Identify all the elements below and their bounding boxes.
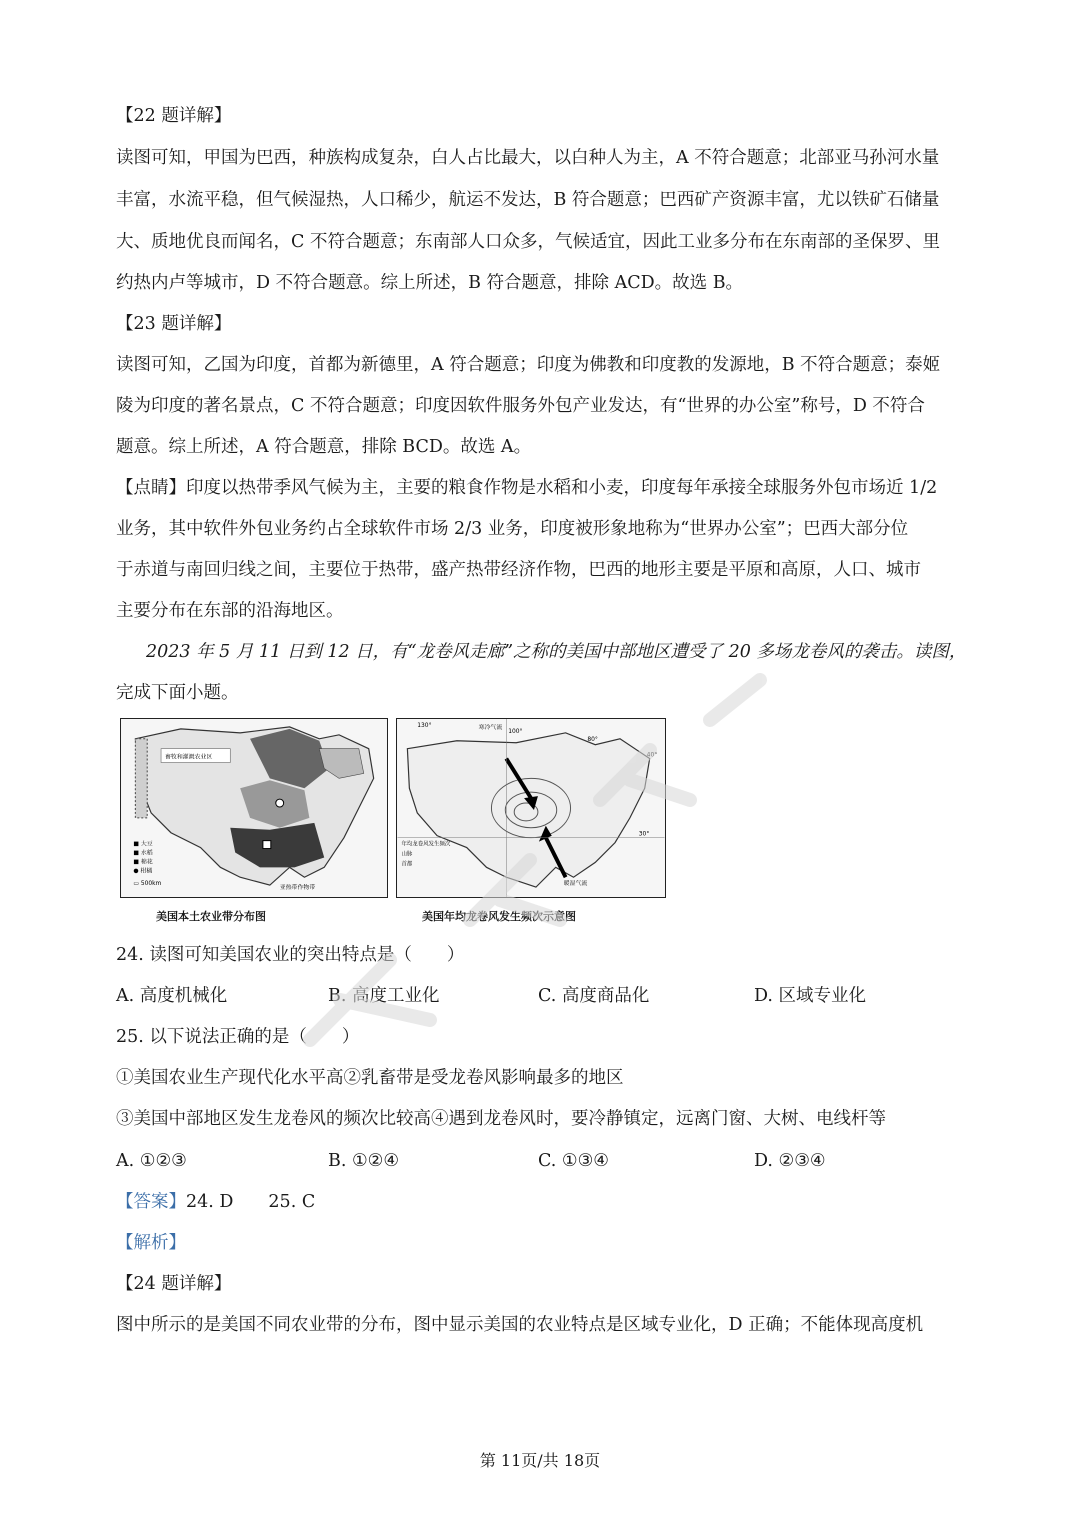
figure-maps	[120, 718, 666, 930]
analysis-label: 【解析】	[116, 1233, 186, 1253]
tornado-legend-capital: 首都	[401, 861, 413, 868]
answer-label: 【答案】	[116, 1192, 186, 1212]
q22-line-1: 读图可知，甲国为巴西，种族构成复杂，白人占比最大，以白种人为主，A 不符合题意；北部亚马孙河水量	[116, 148, 940, 168]
q25-option-d: D. ②③④	[754, 1151, 826, 1171]
answer-line	[116, 1190, 976, 1214]
tornado-label-warm: 暖湿气流	[563, 880, 588, 888]
q24-detail-line: 图中所示的是美国不同农业带的分布，图中显示美国的农业特点是区域专业化，D 正确；不能体现高度机	[116, 1315, 924, 1335]
tip-line-1: 【点睛】印度以热带季风气候为主，主要的粮食作物是水稻和小麦，印度每年承接全球服务外包市场近 1/2	[116, 478, 938, 498]
q24-detail-heading: 【24 题详解】	[116, 1274, 232, 1294]
tornado-label-30: 30°	[638, 830, 650, 838]
q22-line-3: 大、质地优良而闻名，C 不符合题意；东南部人口众多，气候适宜，因此工业多分布在东南部的圣保罗、里	[116, 232, 940, 252]
q24-option-c: C. 高度商品化	[538, 986, 650, 1006]
agriculture-map-graphic	[121, 719, 387, 897]
agri-scale: ▭ 500km	[133, 880, 162, 888]
q22-heading: 【22 题详解】	[116, 106, 232, 126]
q24-option-a: A. 高度机械化	[116, 986, 228, 1006]
tip-line-3: 于赤道与南回归线之间，主要位于热带，盛产热带经济作物，巴西的地形主要是平原和高原，人口、城市	[116, 560, 921, 580]
q23-heading: 【23 题详解】	[116, 314, 232, 334]
agriculture-belt-map	[120, 718, 388, 898]
q22-line-2: 丰富，水流平稳，但气候湿热，人口稀少，航运不发达，B 符合题意；巴西矿产资源丰富，尤以铁矿石储量	[116, 190, 940, 210]
left-map-caption: 美国本土农业带分布图	[156, 910, 266, 923]
agri-legend-soybean: ■ 大豆	[133, 840, 153, 848]
q24-stem: 24. 读图可知美国农业的突出特点是（ ）	[116, 945, 465, 965]
tornado-legend-mountain: 山脉	[401, 851, 413, 858]
tornado-label-cold: 寒冷气流	[478, 723, 503, 731]
q23-line-3: 题意。综上所述，A 符合题意，排除 BCD。故选 A。	[116, 437, 532, 457]
answer-text: 24. D 25. C	[186, 1192, 316, 1212]
tornado-map-graphic	[397, 719, 665, 897]
q25-option-b: B. ①②④	[328, 1151, 400, 1171]
tornado-label-100: 100°	[508, 727, 523, 735]
agri-label-pastoral: 畜牧和灌溉农业区	[165, 753, 213, 761]
q22-line-4: 约热内卢等城市，D 不符合题意。综上所述，B 符合题意，排除 ACD。故选 B。	[116, 273, 744, 293]
q23-line-2: 陵为印度的著名景点，C 不符合题意；印度因软件服务外包产业发达，有“世界的办公室”称号，D 不符合	[116, 396, 925, 416]
q25-option-c: C. ①③④	[538, 1151, 609, 1171]
tornado-label-40: 40°	[646, 751, 658, 759]
q25-statement-2: ③美国中部地区发生龙卷风的频次比较高④遇到龙卷风时，要冷静镇定，远离门窗、大树、电线杆等	[116, 1109, 886, 1129]
intro-line-1: 2023 年 5 月 11 日到 12 日，有“龙卷风走廊”之称的美国中部地区遭受了 20 多场龙卷风的袭击。读图，	[146, 642, 967, 662]
agri-label-subtropical: 亚热带作物带	[279, 884, 316, 892]
q24-option-b: B. 高度工业化	[328, 986, 440, 1006]
tornado-legend-frequency: 年均龙卷风发生频次	[401, 841, 451, 848]
agri-legend-rice: ■ 水稻	[133, 849, 153, 857]
page-footer: 第 11页/共 18页	[479, 1451, 601, 1470]
intro-line-2: 完成下面小题。	[116, 683, 239, 703]
tornado-label-130: 130°	[417, 721, 432, 729]
agri-legend-citrus: ● 柑橘	[133, 867, 153, 875]
right-map-caption: 美国年均龙卷风发生频次示意图	[422, 910, 576, 923]
tip-line-2: 业务，其中软件外包业务约占全球软件市场 2/3 业务，印度被形象地称为“世界办公室”；巴西大部分位	[116, 519, 909, 539]
q23-line-1: 读图可知，乙国为印度，首都为新德里，A 符合题意；印度为佛教和印度教的发源地，B 不符合题意；泰姬	[116, 355, 941, 375]
tip-line-4: 主要分布在东部的沿海地区。	[116, 601, 344, 621]
q25-statement-1: ①美国农业生产现代化水平高②乳畜带是受龙卷风影响最多的地区	[116, 1068, 624, 1088]
tornado-label-80: 80°	[587, 735, 598, 743]
agri-legend-cotton: ■ 棉花	[133, 858, 153, 866]
q25-option-a: A. ①②③	[116, 1151, 187, 1171]
q25-stem: 25. 以下说法正确的是（ ）	[116, 1027, 360, 1047]
q24-option-d: D. 区域专业化	[754, 986, 867, 1006]
tornado-frequency-map	[396, 718, 666, 898]
